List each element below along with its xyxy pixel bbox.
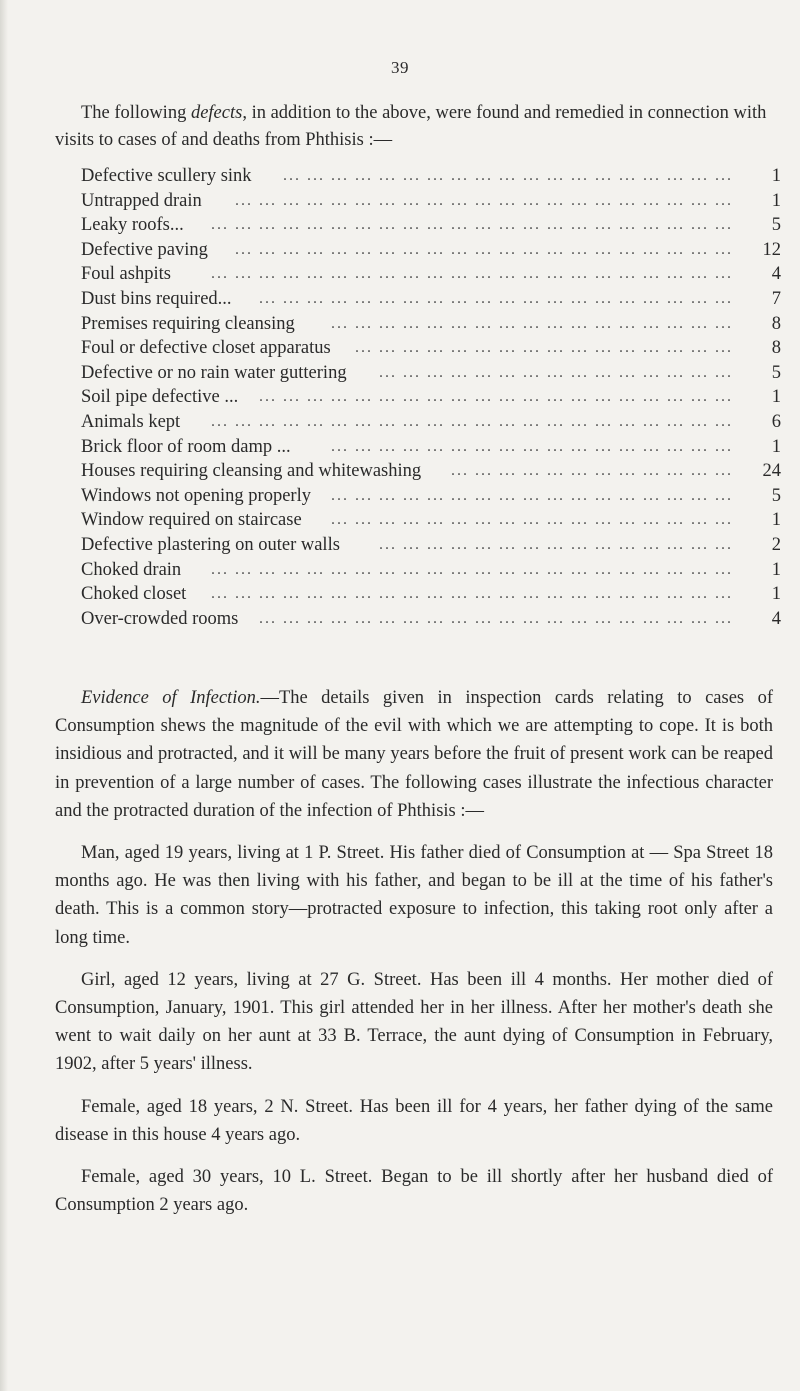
dot-leader: ... ... ... ... ... ... ... ... ... ... ... ... ... ... ... ... ... ... ... ... ... (235, 191, 733, 209)
defect-count: 7 (771, 288, 781, 309)
defect-count: 8 (771, 313, 781, 334)
dot-leader: ... ... ... ... ... ... ... ... ... ... ... ... ... ... ... ... (355, 339, 733, 357)
dot-leader: ... ... ... ... ... ... ... ... ... ... ... ... (451, 462, 733, 480)
intro-text-before: The following (81, 103, 191, 123)
case-paragraph: Man, aged 19 years, living at 1 P. Street. His father died of Consumption at — Spa Street 18 months ago. He was then living with his father, and began to be ill at the time of his father's death. This is a common story—protracted exposure to infection, this taking root only after a long time. (55, 843, 773, 948)
defect-count: 4 (771, 608, 781, 629)
defect-label: Soil pipe defective ... (81, 387, 239, 408)
evidence-heading: Evidence of Infection. (81, 688, 261, 708)
defect-label: Defective or no rain water guttering (81, 362, 347, 383)
defect-label: Defective plastering on outer walls (81, 534, 340, 555)
defect-count: 8 (771, 338, 781, 359)
defect-label: Animals kept (81, 411, 181, 432)
defect-label: Over-crowded rooms (81, 608, 239, 629)
defect-label: Dust bins required... (81, 288, 232, 309)
defect-row (81, 287, 781, 312)
defect-label: Window required on staircase (81, 510, 302, 531)
intro-emphasis: defects (190, 103, 243, 123)
dot-leader: ... ... ... ... ... ... ... ... ... ... ... ... ... ... ... ... ... ... ... ... ... ... (211, 265, 733, 283)
dot-leader: ... ... ... ... ... ... ... ... ... ... ... ... ... ... ... ... ... ... ... ... (259, 289, 733, 307)
defect-row (81, 484, 781, 509)
defect-row (81, 262, 781, 287)
defect-label: Untrapped drain (81, 190, 202, 211)
dot-leader: ... ... ... ... ... ... ... ... ... ... ... ... ... ... ... (379, 363, 733, 381)
dot-leader: ... ... ... ... ... ... ... ... ... ... ... ... ... ... ... ... ... ... ... ... ... ... (211, 585, 733, 603)
defect-row (81, 164, 781, 189)
defect-count: 2 (771, 534, 781, 555)
evidence-text: —The details given in inspection cards relating to cases of Consumption shews the magnitude of the evil with which we are attempting to cope. It is both insidious and protracted, and it will be many years before the fruit of present work can be reaped in prevention of a large number of cases. The following cases illustrate the infectious character and the protracted duration of the infection of Phthisis :— (55, 688, 773, 821)
defect-count: 5 (771, 485, 781, 506)
defect-count: 1 (771, 584, 781, 605)
dot-leader: ... ... ... ... ... ... ... ... ... ... ... ... ... ... ... ... ... ... ... (283, 167, 733, 184)
defect-label: Foul or defective closet apparatus (81, 338, 331, 359)
case-paragraph: Female, aged 30 years, 10 L. Street. Began to be ill shortly after her husband died of Consumption 2 years ago. (55, 1167, 773, 1216)
defect-row (81, 361, 781, 386)
defect-label: Brick floor of room damp ... (81, 436, 291, 457)
defect-row (81, 385, 781, 410)
defect-count: 1 (771, 510, 781, 531)
dot-leader: ... ... ... ... ... ... ... ... ... ... ... ... ... ... ... ... ... ... ... ... ... (235, 240, 733, 258)
defect-row (81, 312, 781, 337)
dot-leader: ... ... ... ... ... ... ... ... ... ... ... ... ... ... ... ... ... (331, 486, 733, 504)
evidence-paragraph (55, 684, 773, 825)
case-paragraph: Female, aged 18 years, 2 N. Street. Has been ill for 4 years, her father dying of the same disease in this house 4 years ago. (55, 1096, 773, 1145)
defect-row (81, 336, 781, 361)
defect-count: 5 (771, 215, 781, 236)
defect-row (81, 410, 781, 435)
dot-leader: ... ... ... ... ... ... ... ... ... ... ... ... ... ... ... ... ... (331, 314, 733, 332)
defect-label: Windows not opening properly (81, 485, 311, 506)
intro-text-after: , in addition to the above, were found and remedied in connection with visits to cases of and deaths from Phthisis :— (55, 103, 767, 150)
case-paragraph: Girl, aged 12 years, living at 27 G. Street. Has been ill 4 months. Her mother died of Consumption, January, 1901. This girl attended her in her illness. After her mother's death she went to wait daily on her aunt at 33 B. Terrace, the aunt dying of Consumption in February, 1902, after 5 years' illness. (55, 969, 773, 1075)
intro-paragraph (55, 100, 775, 154)
defect-count: 4 (771, 264, 781, 285)
defect-row (81, 435, 781, 460)
defect-row (81, 189, 781, 214)
dot-leader: ... ... ... ... ... ... ... ... ... ... ... ... ... ... ... (379, 535, 733, 553)
defect-count: 1 (771, 190, 781, 211)
defect-row (81, 459, 781, 484)
defect-count: 6 (771, 411, 781, 432)
defect-label: Foul ashpits (81, 264, 171, 285)
dot-leader: ... ... ... ... ... ... ... ... ... ... ... ... ... ... ... ... ... ... ... ... ... ... (211, 560, 733, 578)
defect-label: Houses requiring cleansing and whitewashing (81, 461, 422, 482)
dot-leader: ... ... ... ... ... ... ... ... ... ... ... ... ... ... ... ... ... ... ... ... (259, 609, 733, 627)
defects-list (81, 164, 781, 631)
dot-leader: ... ... ... ... ... ... ... ... ... ... ... ... ... ... ... ... ... (331, 437, 733, 455)
dot-leader: ... ... ... ... ... ... ... ... ... ... ... ... ... ... ... ... ... ... ... ... (259, 388, 733, 406)
defect-row (81, 508, 781, 533)
defect-row (81, 533, 781, 558)
defect-count: 1 (771, 436, 781, 457)
defect-label: Defective paving (81, 239, 208, 260)
defect-label: Choked closet (81, 584, 187, 605)
defect-label: Premises requiring cleansing (81, 313, 295, 334)
defect-label: Defective scullery sink (81, 166, 252, 186)
defect-row (81, 607, 781, 632)
defect-row (81, 582, 781, 607)
defect-count: 12 (762, 239, 781, 260)
defect-count: 1 (771, 559, 781, 580)
page-number: 39 (391, 58, 409, 77)
defect-row (81, 238, 781, 263)
defect-label: Leaky roofs... (81, 215, 184, 236)
defect-count: 5 (771, 362, 781, 383)
page-binding-shadow (0, 0, 8, 1391)
body-text (55, 684, 773, 1233)
defect-row (81, 213, 781, 238)
dot-leader: ... ... ... ... ... ... ... ... ... ... ... ... ... ... ... ... ... (331, 511, 733, 529)
defect-count: 1 (771, 166, 781, 186)
dot-leader: ... ... ... ... ... ... ... ... ... ... ... ... ... ... ... ... ... ... ... ... ... ... (211, 412, 733, 430)
defect-row (81, 558, 781, 583)
defect-count: 24 (762, 461, 781, 482)
defect-label: Choked drain (81, 559, 182, 580)
defect-count: 1 (771, 387, 781, 408)
dot-leader: ... ... ... ... ... ... ... ... ... ... ... ... ... ... ... ... ... ... ... ... ... ... (211, 216, 733, 234)
